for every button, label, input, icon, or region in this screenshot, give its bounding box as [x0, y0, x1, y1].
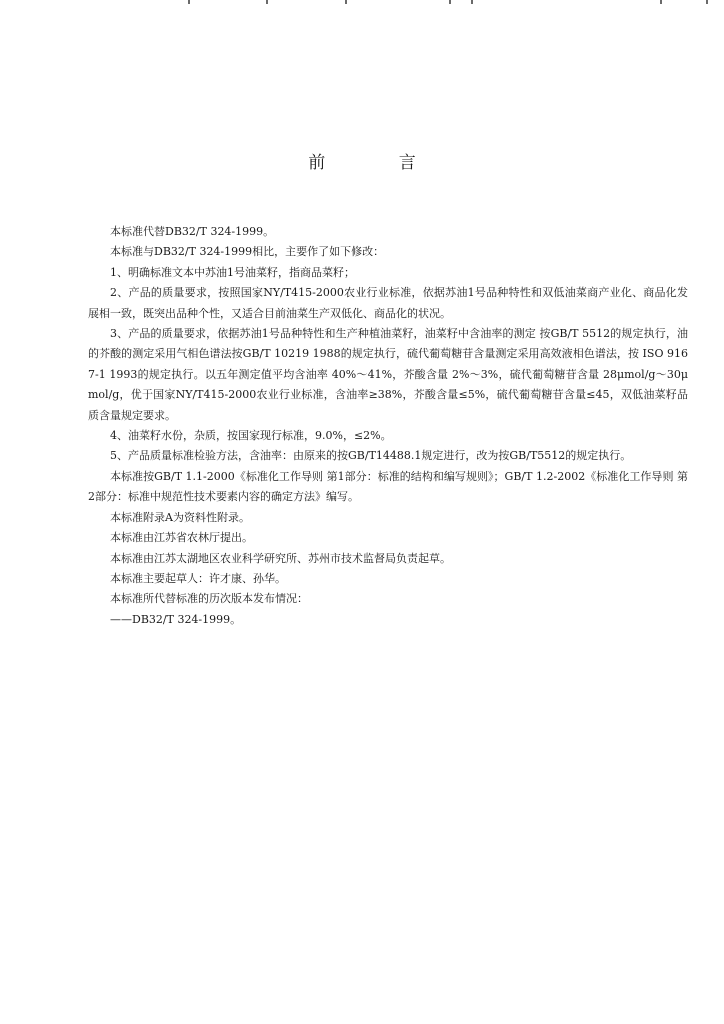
- page-title: 前 言: [308, 153, 450, 173]
- paragraph-changes-intro: 本标准与DB32/T 324-1999相比，主要作了如下修改：: [110, 245, 385, 259]
- paragraph-change-5: 5、产品质量标准检验方法，含油率：由原来的按GB/T14488.1规定进行，改为按GB/T5512的规定执行。: [110, 449, 632, 463]
- paragraph-drafting-orgs: 本标准由江苏太湖地区农业科学研究所、苏州市技术监督局负责起草。: [110, 551, 451, 565]
- paragraph-proposer: 本标准由江苏省农林厅提出。: [110, 531, 253, 545]
- paragraph-change-3: 3、产品的质量要求，依据苏油1号品种特性和生产种植油菜籽，油菜籽中含油率的测定 按GB/T 5512的规定执行，油的芥酸的测定采用气相色谱法按GB/T 10219 1988的规定执行，硫代葡萄糖苷含量测定采用高效液相色谱法，按 ISO 9167-1 1993的规定执行。以五年测定值平均含油率 40%～41%，芥酸含量 2%～3%，硫代葡萄糖苷含量 28μmol/g～30μmol/g，优于国家NY/T415-2000农业行业标准，含油率≥38%，芥酸含量≤5%，硫代葡萄糖苷含量≤45，双低油菜籽品质含量规定要求。: [88, 327, 688, 422]
- foreword-body: [88, 222, 688, 630]
- paragraph-history-item: ——DB32/T 324-1999。: [110, 612, 242, 626]
- paragraph-replaces: 本标准代替DB32/T 324-1999。: [110, 225, 275, 238]
- top-scan-marks: [0, 0, 724, 6]
- paragraph-drafters: 本标准主要起草人：许才康、孙华。: [110, 571, 286, 585]
- paragraph-annex: 本标准附录A为资料性附录。: [110, 510, 250, 524]
- paragraph-change-4: 4、油菜籽水份，杂质，按国家现行标准，9.0%，≤2%。: [110, 429, 392, 443]
- paragraph-change-2: 2、产品的质量要求，按照国家NY/T415-2000农业行业标准，依据苏油1号品种特性和双低油菜商产业化、商品化发展相一致，既突出品种个性，又适合目前油菜生产双低化、商品化的状况。: [88, 286, 688, 320]
- paragraph-drafting-rules: 本标准按GB/T 1.1-2000《标准化工作导则 第1部分：标准的结构和编写规则》；GB/T 1.2-2002《标准化工作导则 第2部分：标准中规范性技术要素内容的确定方法》编写。: [88, 469, 688, 504]
- paragraph-change-1: 1、明确标准文本中苏油1号油菜籽，指商品菜籽；: [110, 265, 355, 279]
- paragraph-history-intro: 本标准所代替标准的历次版本发布情况：: [110, 592, 308, 606]
